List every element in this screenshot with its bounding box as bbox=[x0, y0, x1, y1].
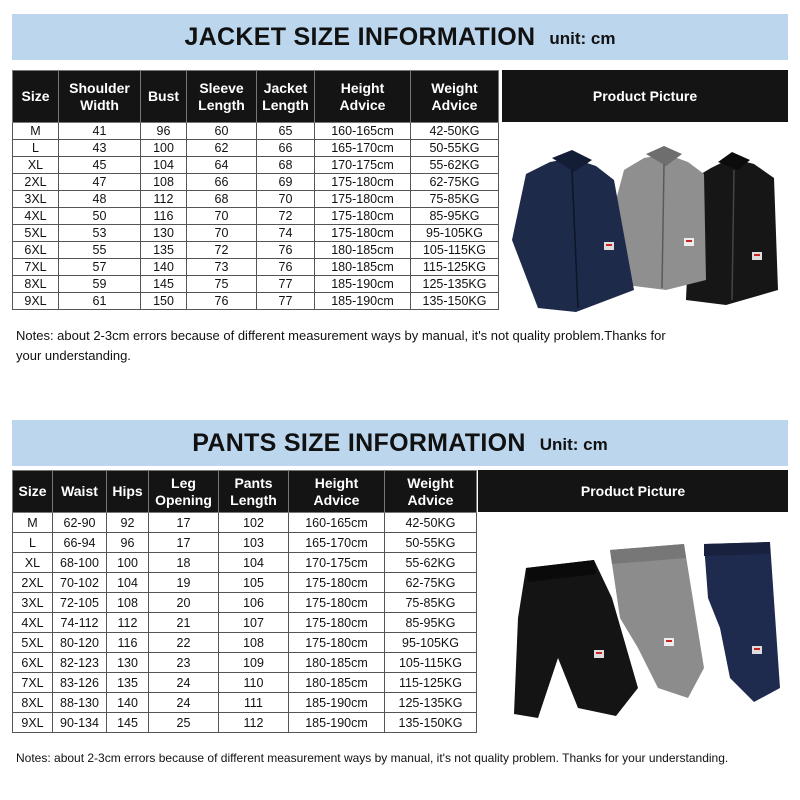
pants-header-2 bbox=[107, 471, 149, 513]
pants-header-5-line-1: Advice bbox=[313, 491, 360, 508]
table-cell: 175-180cm bbox=[315, 191, 411, 208]
table-cell: 180-185cm bbox=[289, 673, 385, 693]
pants-header-row bbox=[13, 471, 477, 513]
table-cell: 76 bbox=[257, 242, 315, 259]
table-cell: 6XL bbox=[13, 653, 53, 673]
pants-header-3 bbox=[149, 471, 219, 513]
jacket-header-6-line-0: Weight bbox=[431, 79, 478, 96]
table-cell: 130 bbox=[107, 653, 149, 673]
table-cell: 5XL bbox=[13, 633, 53, 653]
table-cell: 108 bbox=[219, 633, 289, 653]
jacket-header-3-line-1: Length bbox=[198, 96, 245, 113]
table-cell: 82-123 bbox=[53, 653, 107, 673]
table-cell: 62 bbox=[187, 140, 257, 157]
pants-title: PANTS SIZE INFORMATION bbox=[192, 428, 526, 457]
table-row bbox=[13, 653, 477, 673]
table-cell: 64 bbox=[187, 157, 257, 174]
table-cell: 4XL bbox=[13, 208, 59, 225]
table-row bbox=[13, 259, 499, 276]
table-cell: 170-175cm bbox=[289, 553, 385, 573]
table-cell: 160-165cm bbox=[289, 513, 385, 533]
table-cell: 145 bbox=[107, 713, 149, 733]
table-cell: 103 bbox=[219, 533, 289, 553]
table-cell: M bbox=[13, 123, 59, 140]
table-cell: 6XL bbox=[13, 242, 59, 259]
table-row bbox=[13, 553, 477, 573]
table-cell: 24 bbox=[149, 673, 219, 693]
jacket-header-5-line-1: Advice bbox=[339, 96, 386, 113]
table-row bbox=[13, 208, 499, 225]
pants-notes bbox=[16, 748, 728, 768]
table-cell: 107 bbox=[219, 613, 289, 633]
table-cell: 165-170cm bbox=[315, 140, 411, 157]
table-cell: 60 bbox=[187, 123, 257, 140]
pants-header-4 bbox=[219, 471, 289, 513]
table-cell: 135 bbox=[141, 242, 187, 259]
jacket-header-1-line-0: Shoulder bbox=[69, 79, 130, 96]
table-cell: 76 bbox=[187, 293, 257, 310]
table-cell: 2XL bbox=[13, 573, 53, 593]
table-cell: 55-62KG bbox=[385, 553, 477, 573]
table-cell: 105-115KG bbox=[411, 242, 499, 259]
jacket-picture-header bbox=[502, 70, 788, 122]
jacket-picture-header-label: Product Picture bbox=[592, 88, 698, 104]
pants-size-table bbox=[12, 470, 477, 733]
table-cell: 100 bbox=[141, 140, 187, 157]
table-cell: 66 bbox=[257, 140, 315, 157]
table-cell: 9XL bbox=[13, 713, 53, 733]
table-cell: 165-170cm bbox=[289, 533, 385, 553]
pants-note-line: Notes: about 2-3cm errors because of different measurement ways by manual, it's not quality problem. Thanks for your understanding. bbox=[16, 751, 729, 765]
jacket-header-3 bbox=[187, 71, 257, 123]
table-cell: 112 bbox=[219, 713, 289, 733]
table-cell: 125-135KG bbox=[385, 693, 477, 713]
table-cell: 21 bbox=[149, 613, 219, 633]
jacket-header-2-line-0: Bust bbox=[147, 88, 180, 104]
table-cell: 17 bbox=[149, 513, 219, 533]
table-cell: 90-134 bbox=[53, 713, 107, 733]
table-cell: 100 bbox=[107, 553, 149, 573]
table-cell: 72-105 bbox=[53, 593, 107, 613]
table-cell: 110 bbox=[219, 673, 289, 693]
table-cell: 92 bbox=[107, 513, 149, 533]
table-cell: 77 bbox=[257, 293, 315, 310]
table-cell: 47 bbox=[59, 174, 141, 191]
table-cell: 170-175cm bbox=[315, 157, 411, 174]
table-cell: 68 bbox=[257, 157, 315, 174]
pants-title-banner bbox=[12, 420, 788, 466]
table-cell: 180-185cm bbox=[315, 242, 411, 259]
table-cell: 180-185cm bbox=[315, 259, 411, 276]
table-cell: 70-102 bbox=[53, 573, 107, 593]
table-row bbox=[13, 533, 477, 553]
table-cell: 180-185cm bbox=[289, 653, 385, 673]
table-cell: 7XL bbox=[13, 673, 53, 693]
jacket-header-3-line-0: Sleeve bbox=[199, 79, 244, 96]
table-row bbox=[13, 191, 499, 208]
jacket-header-1 bbox=[59, 71, 141, 123]
table-cell: 66-94 bbox=[53, 533, 107, 553]
table-cell: 66 bbox=[187, 174, 257, 191]
table-cell: 68-100 bbox=[53, 553, 107, 573]
table-cell: 102 bbox=[219, 513, 289, 533]
table-cell: 72 bbox=[257, 208, 315, 225]
table-cell: 106 bbox=[219, 593, 289, 613]
pants-header-3-line-1: Opening bbox=[155, 491, 212, 508]
table-row bbox=[13, 157, 499, 174]
jacket-header-5-line-0: Height bbox=[340, 79, 385, 96]
table-cell: 75-85KG bbox=[385, 593, 477, 613]
jacket-header-6-line-1: Advice bbox=[431, 96, 478, 113]
pants-header-0 bbox=[13, 471, 53, 513]
table-cell: 9XL bbox=[13, 293, 59, 310]
pants-unit: Unit: cm bbox=[539, 435, 608, 454]
pants-header-6-line-0: Weight bbox=[407, 474, 454, 491]
pants-header-5-line-0: Height bbox=[314, 474, 359, 491]
table-cell: 74 bbox=[257, 225, 315, 242]
table-cell: 80-120 bbox=[53, 633, 107, 653]
table-cell: 45 bbox=[59, 157, 141, 174]
table-cell: 3XL bbox=[13, 191, 59, 208]
jacket-size-table bbox=[12, 70, 499, 310]
pants-header-4-line-1: Length bbox=[230, 491, 277, 508]
jacket-header-2 bbox=[141, 71, 187, 123]
jacket-product-picture bbox=[506, 140, 788, 320]
table-cell: 185-190cm bbox=[315, 276, 411, 293]
jacket-table-body bbox=[13, 123, 499, 310]
table-cell: 77 bbox=[257, 276, 315, 293]
pants-section bbox=[12, 420, 788, 790]
table-cell: 116 bbox=[141, 208, 187, 225]
table-cell: 115-125KG bbox=[385, 673, 477, 693]
table-row bbox=[13, 633, 477, 653]
table-cell: 115-125KG bbox=[411, 259, 499, 276]
table-cell: 83-126 bbox=[53, 673, 107, 693]
pants-picture-header-label: Product Picture bbox=[580, 483, 686, 499]
table-cell: 50 bbox=[59, 208, 141, 225]
jacket-header-4 bbox=[257, 71, 315, 123]
table-cell: 75 bbox=[187, 276, 257, 293]
table-cell: 2XL bbox=[13, 174, 59, 191]
jacket-title: JACKET SIZE INFORMATION bbox=[184, 22, 536, 51]
table-cell: 112 bbox=[107, 613, 149, 633]
table-cell: 175-180cm bbox=[315, 225, 411, 242]
pants-header-5 bbox=[289, 471, 385, 513]
table-cell: 175-180cm bbox=[289, 613, 385, 633]
table-cell: 135 bbox=[107, 673, 149, 693]
table-cell: 41 bbox=[59, 123, 141, 140]
jacket-notes bbox=[16, 326, 666, 366]
table-cell: 175-180cm bbox=[289, 633, 385, 653]
table-cell: 76 bbox=[257, 259, 315, 276]
table-row bbox=[13, 293, 499, 310]
table-cell: 57 bbox=[59, 259, 141, 276]
jacket-header-row bbox=[13, 71, 499, 123]
table-row bbox=[13, 673, 477, 693]
table-cell: 85-95KG bbox=[385, 613, 477, 633]
table-cell: 20 bbox=[149, 593, 219, 613]
jacket-header-4-line-1: Length bbox=[262, 96, 309, 113]
pants-picture-header bbox=[478, 470, 788, 512]
table-cell: 59 bbox=[59, 276, 141, 293]
table-cell: 43 bbox=[59, 140, 141, 157]
table-cell: 185-190cm bbox=[315, 293, 411, 310]
table-cell: 62-90 bbox=[53, 513, 107, 533]
table-cell: 104 bbox=[219, 553, 289, 573]
table-cell: 96 bbox=[107, 533, 149, 553]
table-cell: 95-105KG bbox=[385, 633, 477, 653]
pants-header-4-line-0: Pants bbox=[234, 474, 273, 491]
table-cell: 23 bbox=[149, 653, 219, 673]
table-cell: 62-75KG bbox=[385, 573, 477, 593]
table-cell: 185-190cm bbox=[289, 713, 385, 733]
table-cell: 4XL bbox=[13, 613, 53, 633]
table-cell: L bbox=[13, 140, 59, 157]
navy-pants-image bbox=[704, 542, 780, 702]
table-row bbox=[13, 573, 477, 593]
table-cell: 104 bbox=[107, 573, 149, 593]
table-cell: 160-165cm bbox=[315, 123, 411, 140]
table-cell: XL bbox=[13, 157, 59, 174]
table-cell: 112 bbox=[141, 191, 187, 208]
jacket-header-6 bbox=[411, 71, 499, 123]
table-cell: 61 bbox=[59, 293, 141, 310]
table-cell: 50-55KG bbox=[411, 140, 499, 157]
table-cell: 68 bbox=[187, 191, 257, 208]
navy-jacket-image bbox=[512, 150, 634, 312]
table-cell: 130 bbox=[141, 225, 187, 242]
pants-table-body bbox=[13, 513, 477, 733]
table-cell: M bbox=[13, 513, 53, 533]
table-row bbox=[13, 140, 499, 157]
table-cell: 53 bbox=[59, 225, 141, 242]
table-cell: 18 bbox=[149, 553, 219, 573]
table-cell: XL bbox=[13, 553, 53, 573]
table-row bbox=[13, 174, 499, 191]
table-cell: 48 bbox=[59, 191, 141, 208]
table-cell: 22 bbox=[149, 633, 219, 653]
table-cell: 69 bbox=[257, 174, 315, 191]
table-cell: 105 bbox=[219, 573, 289, 593]
table-cell: 7XL bbox=[13, 259, 59, 276]
pants-header-0-line-0: Size bbox=[18, 483, 47, 499]
table-cell: 73 bbox=[187, 259, 257, 276]
table-cell: 55-62KG bbox=[411, 157, 499, 174]
table-row bbox=[13, 225, 499, 242]
table-cell: 96 bbox=[141, 123, 187, 140]
table-cell: 140 bbox=[141, 259, 187, 276]
table-cell: 105-115KG bbox=[385, 653, 477, 673]
table-cell: 75-85KG bbox=[411, 191, 499, 208]
table-cell: 135-150KG bbox=[385, 713, 477, 733]
table-cell: L bbox=[13, 533, 53, 553]
table-cell: 55 bbox=[59, 242, 141, 259]
table-cell: 42-50KG bbox=[411, 123, 499, 140]
table-cell: 108 bbox=[107, 593, 149, 613]
table-cell: 104 bbox=[141, 157, 187, 174]
table-cell: 109 bbox=[219, 653, 289, 673]
table-row bbox=[13, 613, 477, 633]
table-cell: 70 bbox=[187, 225, 257, 242]
jacket-header-4-line-0: Jacket bbox=[263, 79, 308, 96]
jacket-note-line-2: your understanding. bbox=[16, 348, 131, 363]
table-cell: 50-55KG bbox=[385, 533, 477, 553]
table-cell: 65 bbox=[257, 123, 315, 140]
table-cell: 24 bbox=[149, 693, 219, 713]
table-cell: 17 bbox=[149, 533, 219, 553]
table-cell: 185-190cm bbox=[289, 693, 385, 713]
table-cell: 25 bbox=[149, 713, 219, 733]
table-row bbox=[13, 123, 499, 140]
table-row bbox=[13, 713, 477, 733]
jacket-header-0-line-0: Size bbox=[21, 88, 50, 104]
table-cell: 111 bbox=[219, 693, 289, 713]
pants-header-1 bbox=[53, 471, 107, 513]
jacket-note-line-1: Notes: about 2-3cm errors because of different measurement ways by manual, it's not quality problem.Thanks for bbox=[16, 328, 666, 343]
table-cell: 72 bbox=[187, 242, 257, 259]
jacket-header-5 bbox=[315, 71, 411, 123]
table-cell: 8XL bbox=[13, 276, 59, 293]
pants-product-picture bbox=[508, 538, 788, 738]
table-cell: 175-180cm bbox=[315, 174, 411, 191]
table-row bbox=[13, 513, 477, 533]
table-cell: 125-135KG bbox=[411, 276, 499, 293]
jacket-header-0 bbox=[13, 71, 59, 123]
table-cell: 42-50KG bbox=[385, 513, 477, 533]
table-cell: 175-180cm bbox=[289, 573, 385, 593]
table-cell: 62-75KG bbox=[411, 174, 499, 191]
table-cell: 145 bbox=[141, 276, 187, 293]
table-cell: 70 bbox=[257, 191, 315, 208]
table-cell: 19 bbox=[149, 573, 219, 593]
table-cell: 3XL bbox=[13, 593, 53, 613]
table-cell: 140 bbox=[107, 693, 149, 713]
table-cell: 116 bbox=[107, 633, 149, 653]
pants-header-2-line-0: Hips bbox=[112, 483, 143, 499]
pants-header-6 bbox=[385, 471, 477, 513]
table-cell: 85-95KG bbox=[411, 208, 499, 225]
jacket-unit: unit: cm bbox=[549, 29, 616, 48]
table-cell: 88-130 bbox=[53, 693, 107, 713]
table-cell: 5XL bbox=[13, 225, 59, 242]
table-cell: 74-112 bbox=[53, 613, 107, 633]
table-cell: 150 bbox=[141, 293, 187, 310]
jacket-title-banner bbox=[12, 14, 788, 60]
table-cell: 175-180cm bbox=[289, 593, 385, 613]
jacket-section bbox=[12, 14, 788, 374]
table-cell: 70 bbox=[187, 208, 257, 225]
table-cell: 135-150KG bbox=[411, 293, 499, 310]
table-cell: 108 bbox=[141, 174, 187, 191]
pants-header-6-line-1: Advice bbox=[407, 491, 454, 508]
table-cell: 8XL bbox=[13, 693, 53, 713]
table-row bbox=[13, 276, 499, 293]
table-cell: 175-180cm bbox=[315, 208, 411, 225]
pants-header-1-line-0: Waist bbox=[61, 483, 98, 499]
pants-header-3-line-0: Leg bbox=[171, 474, 196, 491]
jacket-header-1-line-1: Width bbox=[80, 96, 119, 113]
table-row bbox=[13, 242, 499, 259]
table-row bbox=[13, 693, 477, 713]
table-row bbox=[13, 593, 477, 613]
table-cell: 95-105KG bbox=[411, 225, 499, 242]
